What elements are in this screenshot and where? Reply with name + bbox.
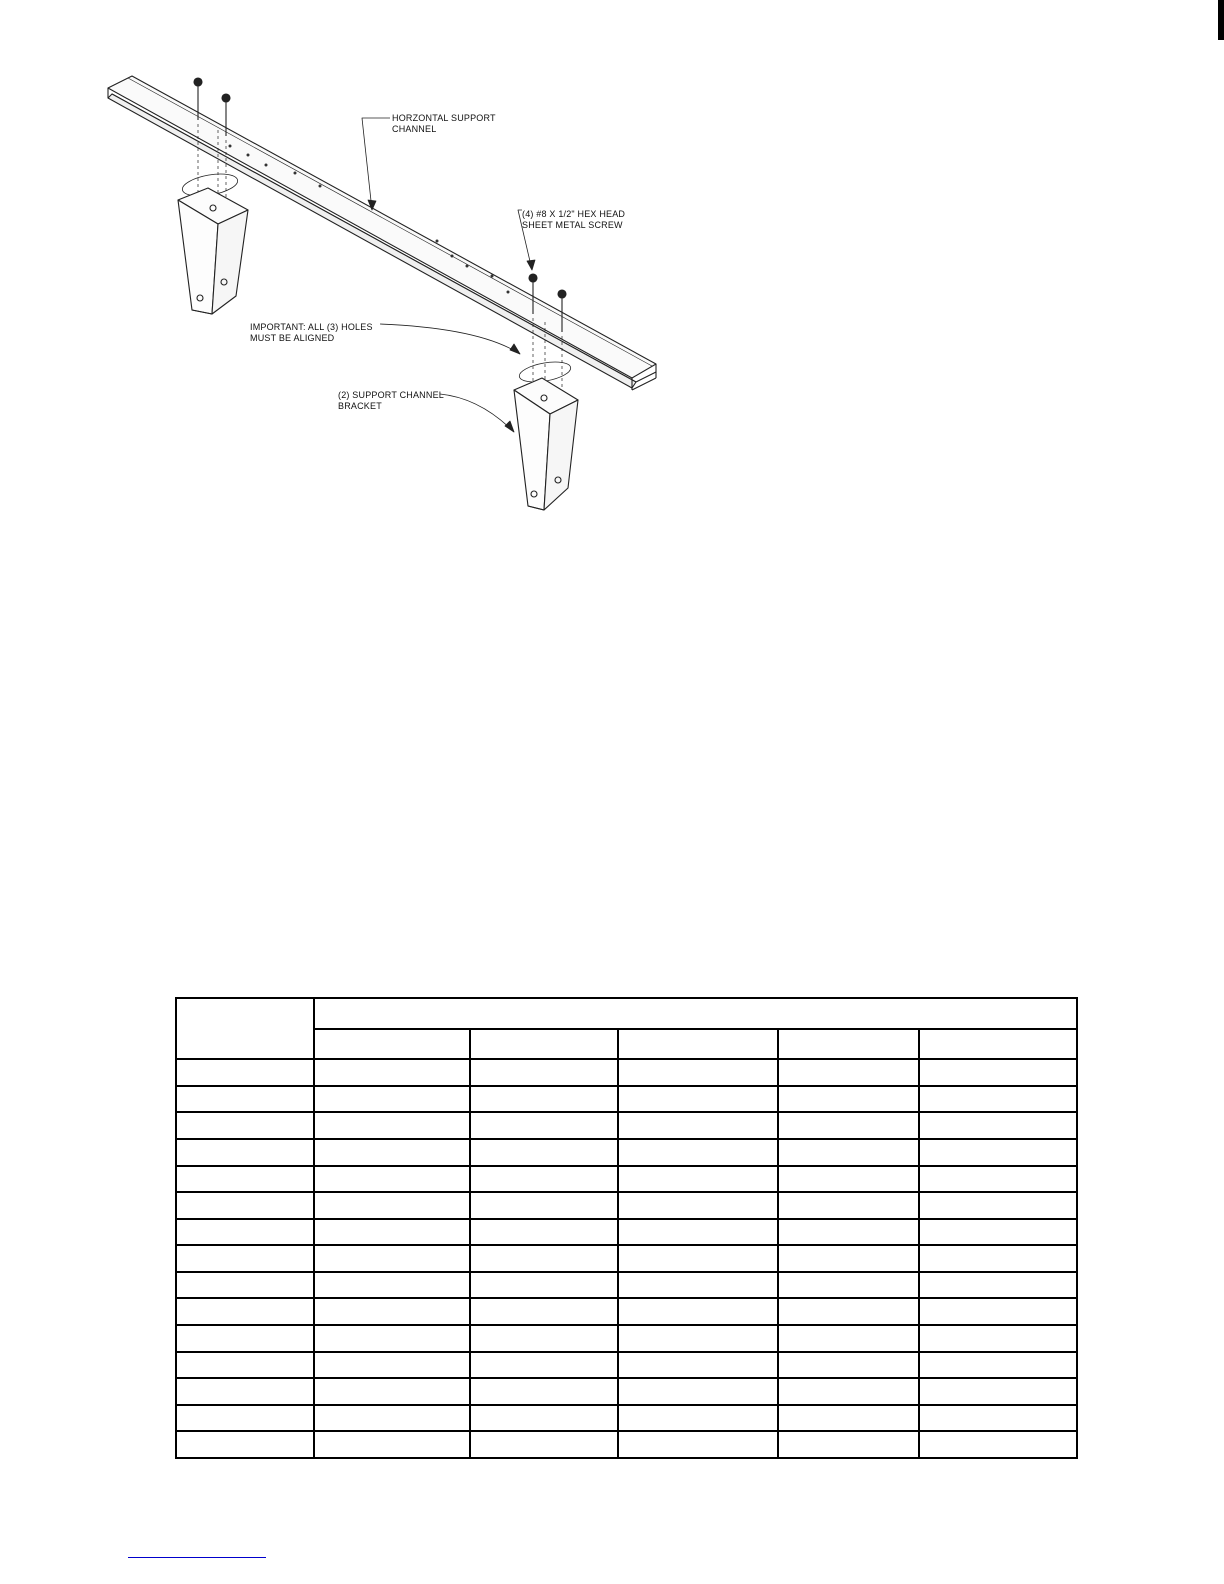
- table-cell: [778, 1378, 919, 1405]
- table-cell: [919, 1405, 1077, 1432]
- table-cell: [919, 1272, 1077, 1299]
- table-cell: [470, 1325, 618, 1352]
- table-cell: [618, 1112, 778, 1139]
- table-cell: [470, 1219, 618, 1246]
- support-bracket-left: [178, 188, 248, 314]
- table-cell: [618, 1192, 778, 1219]
- table-header-cell: [176, 998, 314, 1059]
- table-row: [176, 1431, 1077, 1458]
- table-cell: [314, 1431, 470, 1458]
- callout-horizontal-support-channel: HORZONTAL SUPPORT CHANNEL: [392, 113, 496, 134]
- table-cell: [919, 1059, 1077, 1086]
- table-cell: [618, 1378, 778, 1405]
- table-subheader-cell: [778, 1029, 919, 1059]
- table-cell: [470, 1192, 618, 1219]
- table-cell: [470, 1112, 618, 1139]
- table-row: [176, 1325, 1077, 1352]
- table-row: [176, 1059, 1077, 1086]
- table-cell: [470, 1086, 618, 1113]
- specification-table: [175, 997, 1078, 1459]
- table-cell: [618, 1139, 778, 1166]
- table-cell: [778, 1059, 919, 1086]
- table-cell: [176, 1298, 314, 1325]
- table-cell: [314, 1086, 470, 1113]
- table-cell: [778, 1272, 919, 1299]
- table-cell: [314, 1192, 470, 1219]
- table-cell: [618, 1272, 778, 1299]
- table-cell: [778, 1112, 919, 1139]
- table-row: [176, 1405, 1077, 1432]
- table-cell: [919, 1112, 1077, 1139]
- table-cell: [618, 1219, 778, 1246]
- table-row: [176, 1298, 1077, 1325]
- table-cell: [618, 1405, 778, 1432]
- table-cell: [919, 1245, 1077, 1272]
- table-subheader-cell: [470, 1029, 618, 1059]
- table-row: [176, 1086, 1077, 1113]
- table-cell: [618, 1245, 778, 1272]
- table-cell: [778, 1298, 919, 1325]
- table-cell: [314, 1059, 470, 1086]
- table-subheader-cell: [618, 1029, 778, 1059]
- table-cell: [314, 1325, 470, 1352]
- table-cell: [314, 1219, 470, 1246]
- table-cell: [919, 1352, 1077, 1379]
- table-cell: [176, 1325, 314, 1352]
- table-cell: [314, 1378, 470, 1405]
- table-header-group-cell: [314, 998, 1077, 1029]
- table-cell: [919, 1192, 1077, 1219]
- table-cell: [470, 1272, 618, 1299]
- table-row: [176, 1352, 1077, 1379]
- table-cell: [778, 1325, 919, 1352]
- table-cell: [919, 1298, 1077, 1325]
- table-cell: [919, 1378, 1077, 1405]
- table-row: [176, 1378, 1077, 1405]
- table-cell: [618, 1059, 778, 1086]
- footer-link-underline[interactable]: [128, 1557, 266, 1558]
- table-subheader-cell: [919, 1029, 1077, 1059]
- table-row: [176, 1219, 1077, 1246]
- table-row: [176, 1192, 1077, 1219]
- callout-support-channel-bracket: (2) SUPPORT CHANNEL BRACKET: [338, 390, 444, 411]
- table-cell: [314, 1166, 470, 1193]
- table-cell: [778, 1139, 919, 1166]
- table-cell: [470, 1166, 618, 1193]
- table-cell: [314, 1245, 470, 1272]
- table-cell: [919, 1139, 1077, 1166]
- table-cell: [176, 1139, 314, 1166]
- assembly-drawing: [100, 60, 680, 520]
- table-cell: [618, 1352, 778, 1379]
- table-cell: [176, 1405, 314, 1432]
- table-cell: [470, 1059, 618, 1086]
- table-cell: [176, 1378, 314, 1405]
- callout-holes-aligned: IMPORTANT: ALL (3) HOLES MUST BE ALIGNED: [250, 322, 373, 343]
- table-cell: [176, 1272, 314, 1299]
- table-cell: [176, 1166, 314, 1193]
- table-cell: [314, 1352, 470, 1379]
- table-cell: [919, 1219, 1077, 1246]
- table-cell: [314, 1298, 470, 1325]
- table-header-row: [176, 998, 1077, 1029]
- table-row: [176, 1245, 1077, 1272]
- table-cell: [470, 1378, 618, 1405]
- table-cell: [470, 1431, 618, 1458]
- support-bracket-right: [514, 378, 578, 510]
- table-cell: [176, 1245, 314, 1272]
- table-cell: [618, 1166, 778, 1193]
- table-cell: [778, 1405, 919, 1432]
- table-row: [176, 1272, 1077, 1299]
- page-edge-mark: [1218, 0, 1224, 40]
- table-cell: [176, 1219, 314, 1246]
- table-cell: [778, 1166, 919, 1193]
- table-cell: [176, 1352, 314, 1379]
- table-cell: [470, 1139, 618, 1166]
- table-row: [176, 1112, 1077, 1139]
- table-cell: [176, 1059, 314, 1086]
- table-row: [176, 1166, 1077, 1193]
- table-cell: [778, 1086, 919, 1113]
- table-cell: [778, 1219, 919, 1246]
- table-cell: [314, 1272, 470, 1299]
- table-cell: [919, 1431, 1077, 1458]
- table-cell: [470, 1352, 618, 1379]
- table-cell: [618, 1298, 778, 1325]
- callout-hex-head-screw: (4) #8 X 1/2" HEX HEAD SHEET METAL SCREW: [522, 209, 626, 230]
- table-cell: [778, 1192, 919, 1219]
- table-cell: [314, 1112, 470, 1139]
- table-cell: [176, 1112, 314, 1139]
- table-cell: [314, 1405, 470, 1432]
- table-row: [176, 1139, 1077, 1166]
- table-cell: [618, 1325, 778, 1352]
- table-cell: [919, 1325, 1077, 1352]
- table-cell: [314, 1139, 470, 1166]
- table-cell: [176, 1431, 314, 1458]
- table-body: [176, 1059, 1077, 1458]
- table-cell: [176, 1192, 314, 1219]
- assembly-drawing-svg: [100, 60, 680, 520]
- table-cell: [618, 1086, 778, 1113]
- table-cell: [176, 1086, 314, 1113]
- table-cell: [470, 1245, 618, 1272]
- table-subheader-cell: [314, 1029, 470, 1059]
- table-cell: [778, 1245, 919, 1272]
- table-cell: [470, 1298, 618, 1325]
- table-cell: [470, 1405, 618, 1432]
- table-cell: [618, 1431, 778, 1458]
- table-cell: [919, 1166, 1077, 1193]
- table-cell: [919, 1086, 1077, 1113]
- table-cell: [778, 1352, 919, 1379]
- table-cell: [778, 1431, 919, 1458]
